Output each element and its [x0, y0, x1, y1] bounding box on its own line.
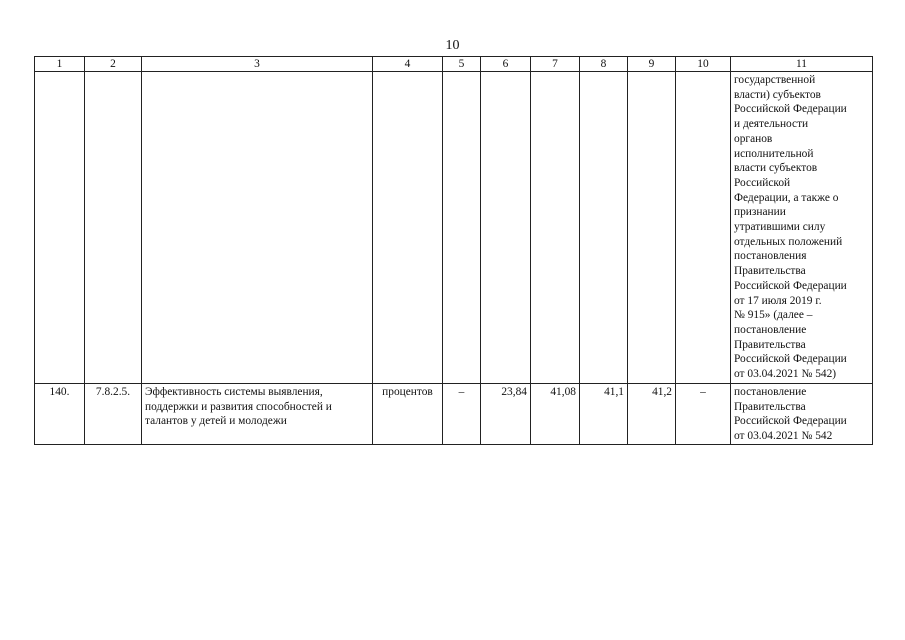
indicator-name: Эффективность системы выявления, поддержки и развития способностей и талантов у детей и молодежи [145, 386, 332, 428]
header-cell-6: 6 [481, 57, 531, 72]
row-number: 140. [35, 384, 85, 445]
header-row [35, 57, 873, 72]
indicator-code: 7.8.2.5. [85, 384, 142, 445]
empty-cell [35, 72, 85, 384]
empty-cell [676, 72, 731, 384]
legal-basis-cell [731, 384, 873, 445]
header-cell-7: 7 [531, 57, 580, 72]
header-cell-1: 1 [35, 57, 85, 72]
empty-cell [85, 72, 142, 384]
table-row-continuation [35, 72, 873, 384]
header-cell-8: 8 [580, 57, 628, 72]
header-cell-4: 4 [373, 57, 443, 72]
header-cell-11: 11 [731, 57, 873, 72]
header-cell-3: 3 [142, 57, 373, 72]
empty-cell [531, 72, 580, 384]
legal-basis-cell [731, 72, 873, 384]
value-col6: 23,84 [481, 384, 531, 445]
value-col5: – [443, 384, 481, 445]
table-row-140 [35, 384, 873, 445]
value-col9: 41,2 [628, 384, 676, 445]
empty-cell [443, 72, 481, 384]
legal-basis-text: постановление Правительства Российской Федерации от 03.04.2021 № 542 [734, 386, 847, 443]
header-cell-10: 10 [676, 57, 731, 72]
indicator-name-cell [142, 384, 373, 445]
empty-cell [628, 72, 676, 384]
empty-cell [481, 72, 531, 384]
header-cell-5: 5 [443, 57, 481, 72]
value-col7: 41,08 [531, 384, 580, 445]
page-number: 10 [445, 38, 460, 53]
legal-basis-text: государственной власти) субъектов Российской Федерации и деятельности органов исполнительной власти субъектов Российской Федерации, а также о признании утратившими силу отдельных положений постановления Правительства Российской Федерации от 17 июля 2019 г. № 915» (далее – постановление Правительства Российской Федерации от 03.04.2021 № 542) [734, 74, 847, 381]
empty-cell [373, 72, 443, 384]
unit: процентов [373, 384, 443, 445]
indicator-table [34, 56, 873, 445]
header-cell-2: 2 [85, 57, 142, 72]
value-col8: 41,1 [580, 384, 628, 445]
empty-cell [142, 72, 373, 384]
value-col10: – [676, 384, 731, 445]
empty-cell [580, 72, 628, 384]
header-cell-9: 9 [628, 57, 676, 72]
